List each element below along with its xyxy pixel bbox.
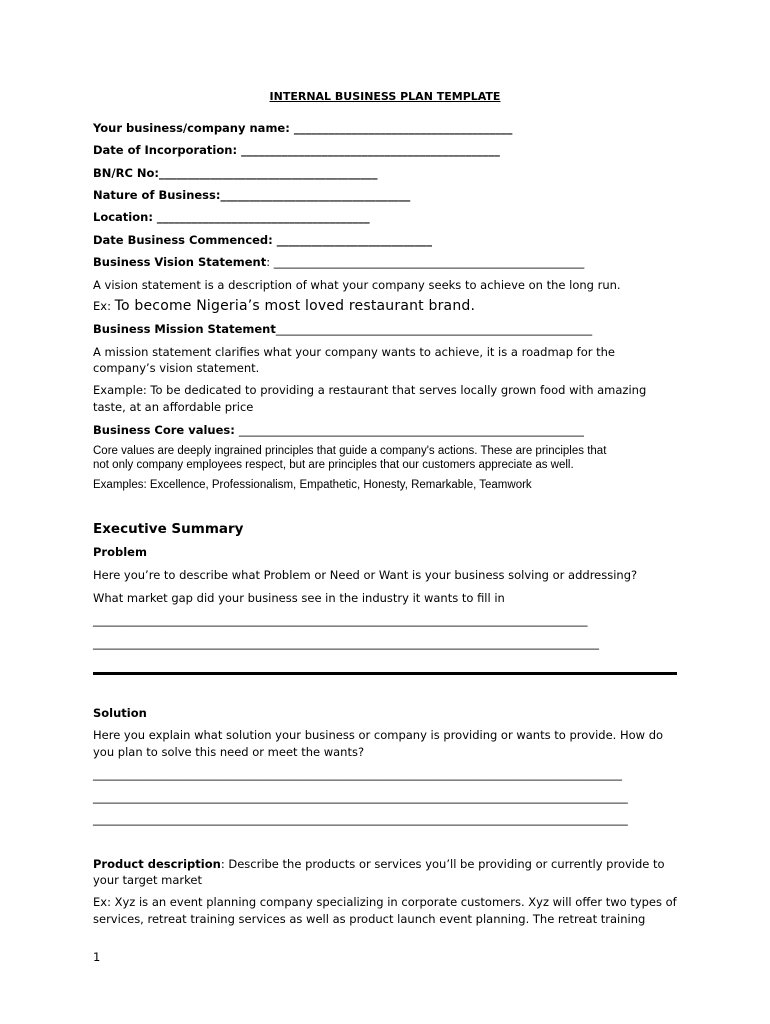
product-example-line1: Ex: Xyz is an event planning company specializing in corporate customers. Xyz will offer two types of	[93, 895, 677, 909]
date-commenced-field: Date Business Commenced: ___________________________	[93, 233, 433, 247]
nature-of-business-field: Nature of Business:_________________________________	[93, 188, 411, 202]
solution-description-line2: you plan to solve this need or meet the wants?	[93, 745, 365, 759]
vision-statement-field	[93, 255, 584, 269]
core-values-field	[93, 423, 584, 437]
core-values-examples: Examples: Excellence, Professionalism, Empathetic, Honesty, Remarkable, Teamwork	[93, 479, 532, 491]
product-description-label: Product description	[93, 857, 221, 871]
vision-description: A vision statement is a description of what your company seeks to achieve on the long run.	[93, 278, 621, 292]
market-gap-question: What market gap did your business see in the industry it wants to fill in	[93, 591, 505, 605]
company-name-field: Your business/company name: ______________________________________	[93, 121, 513, 135]
solution-description-line1: Here you explain what solution your business or company is providing or wants to provide. How do	[93, 728, 664, 742]
product-description-line2: your target market	[93, 873, 202, 887]
horizontal-rule	[93, 672, 677, 675]
vision-label: Business Vision Statement	[93, 255, 267, 269]
document-title: INTERNAL BUSINESS PLAN TEMPLATE	[269, 90, 501, 103]
problem-answer-line2: ________________________________________________________________________________________	[93, 636, 599, 650]
location-field: Location: _____________________________________	[93, 210, 370, 224]
bn-rc-field: BN/RC No:______________________________________	[93, 166, 378, 180]
solution-answer-line3: _____________________________________________________________________________________________	[93, 812, 628, 826]
vision-example	[93, 299, 475, 313]
problem-heading: Problem	[93, 545, 147, 559]
incorporation-date-field: Date of Incorporation: _____________________________________________	[93, 143, 500, 157]
problem-description: Here you’re to describe what Problem or Need or Want is your business solving or addressing?	[93, 568, 638, 582]
vision-example-text: To become Nigeria’s most loved restaurant brand.	[114, 298, 476, 314]
mission-example-line2: taste, at an affordable price	[93, 400, 254, 414]
mission-label: Business Mission Statement	[93, 322, 276, 336]
page-number: 1	[93, 950, 101, 964]
product-description-rest: : Describe the products or services you’ll be providing or currently provide to	[220, 857, 665, 871]
solution-answer-line1: ____________________________________________________________________________________________	[93, 767, 622, 781]
product-example-line2: services, retreat training services as well as product launch event planning. The retreat training	[93, 912, 646, 926]
mission-description-line1: A mission statement clarifies what your company wants to achieve, it is a roadmap for the	[93, 345, 615, 359]
vision-blank: : ______________________________________________________	[266, 255, 585, 269]
vision-example-prefix: Ex:	[93, 299, 115, 313]
core-values-description-line2: not only company employees respect, but are principles that our customers appreciate as well.	[93, 459, 574, 471]
core-values-blank: ____________________________________________________________	[238, 423, 584, 437]
solution-heading: Solution	[93, 706, 147, 720]
core-values-description-line1: Core values are deeply ingrained principles that guide a company's actions. These are principles that	[93, 445, 607, 457]
mission-blank: _______________________________________________________	[275, 322, 593, 336]
executive-summary-heading: Executive Summary	[93, 521, 244, 537]
mission-description-line2: company’s vision statement.	[93, 361, 260, 375]
core-values-label: Business Core values:	[93, 423, 239, 437]
mission-example-line1: Example: To be dedicated to providing a restaurant that serves locally grown food with amazing	[93, 383, 647, 397]
problem-answer-line1: ______________________________________________________________________________________	[93, 613, 588, 627]
solution-answer-line2: _____________________________________________________________________________________________	[93, 790, 628, 804]
mission-statement-field	[93, 322, 592, 336]
product-description-line1	[93, 857, 665, 871]
